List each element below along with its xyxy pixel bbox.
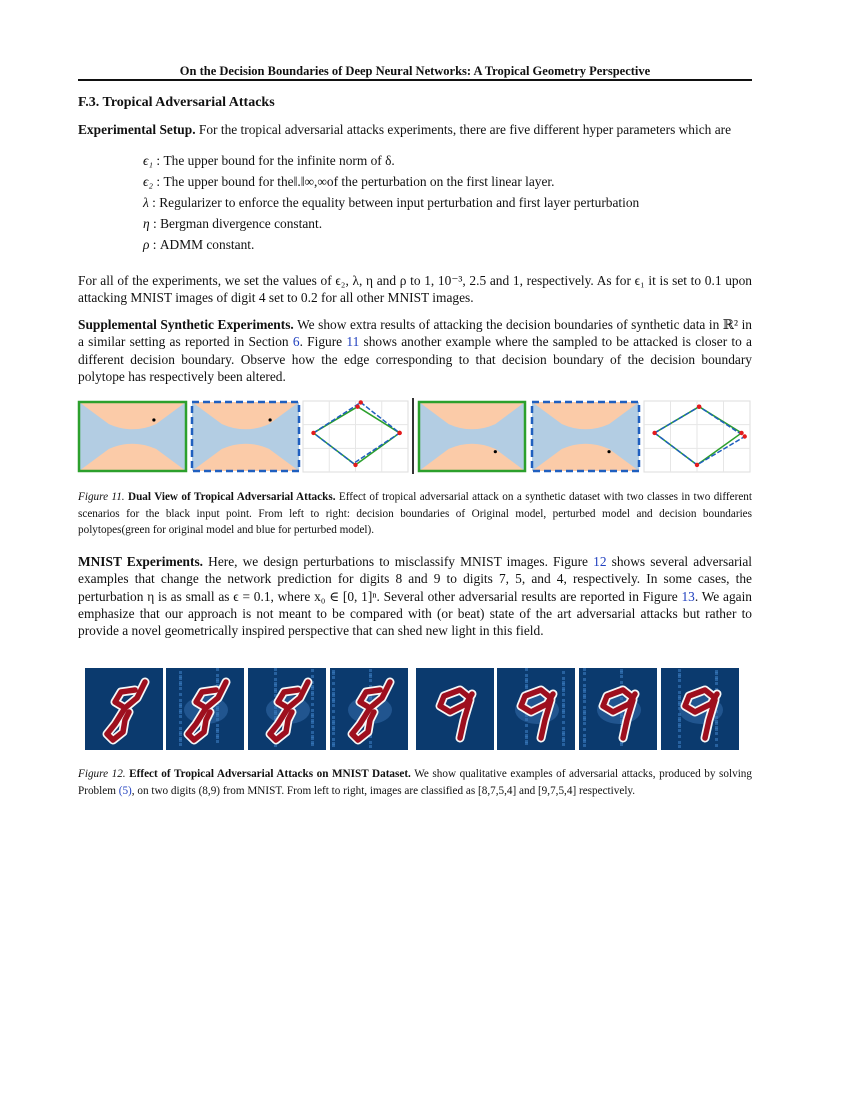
perturbation-noise [525,724,528,727]
perturbation-noise [678,745,681,748]
perturbation-noise [311,737,314,740]
mnist-image-8 [330,668,408,750]
perturbation-noise [562,677,565,680]
perturbation-noise [562,711,565,714]
perturbation-noise [678,735,681,738]
perturbation-noise [583,684,586,687]
perturbation-noise [179,699,182,702]
perturbation-noise [311,731,314,734]
perturbation-noise [562,721,565,724]
perturbation-noise [562,689,565,692]
perturbation-noise [216,724,219,727]
synthetic-paragraph: Supplemental Synthetic Experiments. We show extra results of attacking the decision boundaries of synthetic data in ℝ² in a similar setting as reported in Section 6. Figure 11 shows another example where the sampled to be attacked is closer to a different decision boundary. Observe how the edge corresponding to that decision boundary of the decision boundary polytope has respectively been altered. [78,317,752,384]
perturbation-noise [583,690,586,693]
perturbation-noise [583,678,586,681]
perturbation-noise [179,693,182,696]
perturbation-noise [620,743,623,746]
mnist-image-8 [248,668,326,750]
figure-11-caption: Figure 11. Dual View of Tropical Adversarial Attacks. Effect of tropical adversarial attack on a synthetic dataset with two classes in two different scenarios for the black input point. From left to right: decision boundaries of Original model, perturbed model and decision boundaries polytopes(green for original model and blue for perturbed model). [78,491,753,536]
perturbation-noise [620,671,623,674]
mnist-image-9 [497,668,575,750]
perturbation-noise [562,739,565,742]
figure-ref-link[interactable]: 12 [593,554,607,569]
perturbation-noise [525,730,528,733]
perturbation-noise [216,668,219,671]
perturbation-noise [332,732,335,735]
perturbation-noise [525,742,528,745]
figure-ref-link[interactable]: 13 [681,588,695,604]
perturbation-noise [715,744,718,747]
perturbation-noise [179,711,182,714]
perturbation-noise [369,745,372,748]
values-paragraph: For all of the experiments, we set the values of ϵ₂, λ, η and ρ to 1, 10⁻³, 2.5 and 1, respectively. As for ϵ₁ it is set to 0.1 upon attacking MNIST images of digit 4 set to 0.2 for all other MNIST images. [78,273,752,306]
equation-ref-link[interactable]: (5) [118,784,132,797]
perturbation-noise [678,679,681,682]
perturbation-noise [369,679,372,682]
perturbation-noise [179,683,182,686]
perturbation-noise [179,733,182,736]
perturbation-noise [678,729,681,732]
figure-ref-link[interactable]: 11 [346,334,360,350]
perturbation-noise [583,700,586,703]
perturbation-noise [274,672,277,675]
perturbation-noise [332,716,335,719]
perturbation-noise [332,722,335,725]
perturbation-noise [369,741,372,744]
perturbation-noise [274,690,277,693]
perturbation-noise [311,669,314,672]
mnist-image-9 [416,668,494,750]
perturbation-noise [332,688,335,691]
param-item: ϵ₁ : The upper bound for the infinite norm of δ. [143,153,395,168]
perturbation-noise [274,684,277,687]
perturbation-noise [562,671,565,674]
param-item: η : Bergman divergence constant. [143,216,323,231]
mnist-image-8 [85,668,163,750]
perturbation-noise [562,743,565,746]
perturbation-noise [715,732,718,735]
perturbation-noise [179,687,182,690]
perturbation-noise [525,668,528,671]
param-item: ρ : ADMM constant. [143,237,255,252]
perturbation-noise [562,699,565,702]
perturbation-noise [525,686,528,689]
perturbation-noise [678,675,681,678]
perturbation-noise [332,738,335,741]
perturbation-noise [678,669,681,672]
perturbation-noise [311,687,314,690]
perturbation-noise [216,730,219,733]
perturbation-noise [332,694,335,697]
perturbation-noise [562,715,565,718]
perturbation-noise [583,696,586,699]
figure-12-caption: Figure 12. Effect of Tropical Adversarial Attacks on MNIST Dataset. We show qualitative examples of adversarial attacks, produced by solving Problem (5), on two digits (8,9) from MNIST. From left to right, images are classified as [8,7,5,4] and [9,7,5,4] respectively. [78,768,752,797]
perturbation-noise [179,715,182,718]
perturbation-noise [369,669,372,672]
perturbation-noise [525,674,528,677]
perturbation-noise [179,727,182,730]
perturbation-noise [583,718,586,721]
perturbation-noise [678,725,681,728]
perturbation-noise [715,738,718,741]
perturbation-noise [311,721,314,724]
perturbation-noise [311,725,314,728]
perturbation-noise [332,700,335,703]
perturbation-noise [678,691,681,694]
perturbation-noise [274,678,277,681]
perturbation-noise [715,722,718,725]
mnist-paragraph: MNIST Experiments. Here, we design perturbations to misclassify MNIST images. Figure 12 shows several adversarial examples that change the network prediction for digits 8 and 9 to digits 7, 5, and 4, respectively. In some cases, the perturbation η is as small as ϵ = 0.1, where x₀ ∈ [0, 1]ⁿ. Several other adversarial results are reported in Figure 13. We again emphasize that our approach is not meant to be compared with (or beat) state of the art adversarial attacks but rather to provide a novel geometrically inspired perspective that can shed new light in this field. [78,554,752,639]
perturbation-noise [311,743,314,746]
perturbation-noise [562,727,565,730]
perturbation-noise [332,744,335,747]
section-ref-link[interactable]: 6 [292,334,300,350]
perturbation-noise [179,671,182,674]
perturbation-noise [678,685,681,688]
perturbation-noise [525,680,528,683]
perturbation-noise [179,743,182,746]
perturbation-noise [525,736,528,739]
perturbation-noise [274,668,277,671]
perturbation-noise [332,672,335,675]
perturbation-noise [179,739,182,742]
perturbation-noise [715,682,718,685]
perturbation-noise [179,677,182,680]
param-item: λ : Regularizer to enforce the equality between input perturbation and first layer perturbation [143,195,640,210]
perturbation-noise [311,675,314,678]
param-item: ϵ₂ : The upper bound for the‖.‖∞,∞of the perturbation on the first linear layer. [143,174,555,189]
perturbation-noise [620,681,623,684]
perturbation-noise [216,674,219,677]
mnist-image-9 [661,668,739,750]
perturbation-noise [583,706,586,709]
perturbation-noise [678,697,681,700]
perturbation-noise [311,715,314,718]
perturbation-noise [179,705,182,708]
setup-text: For the tropical adversarial attacks experiments, there are five different hyper parameters which are [195,122,732,137]
perturbation-noise [369,675,372,678]
perturbation-noise [620,675,623,678]
perturbation-noise [583,734,586,737]
perturbation-noise [311,693,314,696]
perturbation-noise [332,728,335,731]
setup-label: Experimental Setup. [78,122,196,137]
perturbation-noise [216,736,219,739]
perturbation-noise [562,693,565,696]
perturbation-noise [562,733,565,736]
perturbation-noise [216,680,219,683]
perturbation-noise [715,672,718,675]
running-header: On the Decision Boundaries of Deep Neural Networks: A Tropical Geometry Perspective [179,64,651,78]
perturbation-noise [583,722,586,725]
perturbation-noise [179,721,182,724]
perturbation-noise [332,710,335,713]
perturbation-noise [311,697,314,700]
perturbation-noise [332,676,335,679]
perturbation-noise [583,712,586,715]
perturbation-noise [715,678,718,681]
perturbation-noise [311,709,314,712]
perturbation-noise [332,682,335,685]
perturbation-noise [583,728,586,731]
mnist-image-8 [166,668,244,750]
perturbation-noise [562,683,565,686]
mnist-image-9 [579,668,657,750]
perturbation-noise [678,719,681,722]
perturbation-noise [311,703,314,706]
perturbation-noise [562,705,565,708]
perturbation-noise [583,744,586,747]
section-title: F.3. Tropical Adversarial Attacks [78,95,275,110]
perturbation-noise [583,672,586,675]
perturbation-noise [216,740,219,743]
perturbation-noise [583,740,586,743]
perturbation-noise [715,728,718,731]
perturbation-noise [583,668,586,671]
perturbation-noise [678,741,681,744]
perturbation-noise [332,704,335,707]
